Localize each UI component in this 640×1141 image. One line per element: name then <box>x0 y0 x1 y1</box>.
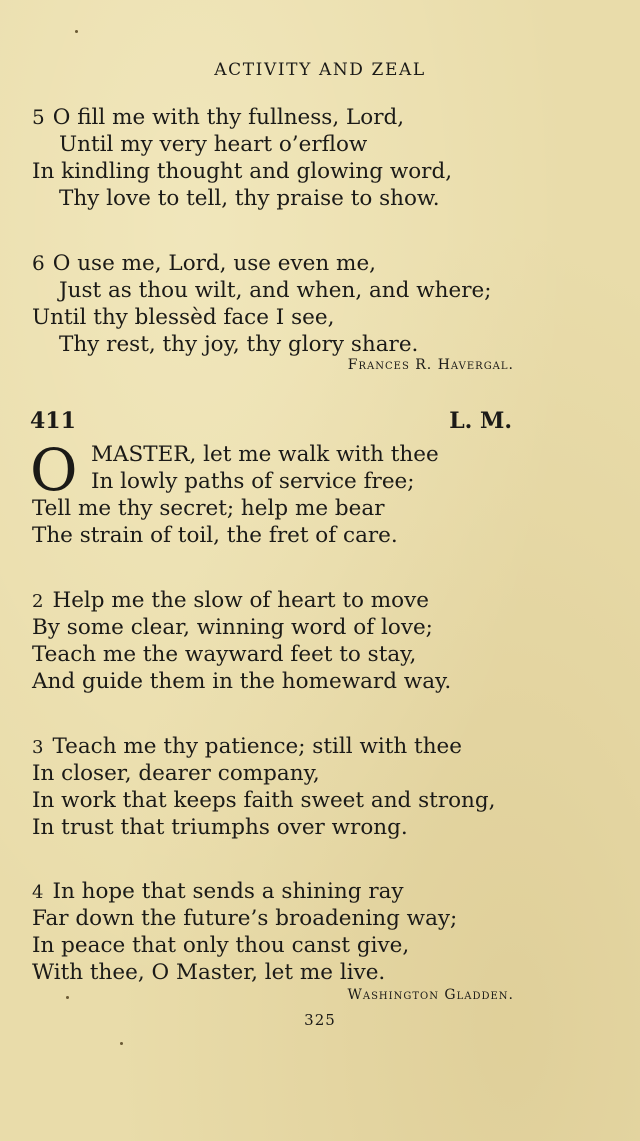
verse-line: Thy love to tell, thy praise to show. <box>59 186 440 211</box>
verse-line: And guide them in the homeward way. <box>32 669 452 694</box>
verse-line: In work that keeps faith sweet and strong, <box>32 788 496 813</box>
verse-line: In kindling thought and glowing word, <box>32 159 453 184</box>
verse-line: 3 Teach me thy patience; still with thee <box>32 734 462 759</box>
verse-line: In peace that only thou canst give, <box>32 933 410 958</box>
verse-line: Far down the future’s broadening way; <box>32 906 458 931</box>
verse-line: Tell me thy secret; help me bear <box>32 496 385 521</box>
verse-line: 5 O fill me with thy fullness, Lord, <box>32 105 405 130</box>
verse-line: 6 O use me, Lord, use even me, <box>32 251 377 276</box>
verse-line: The strain of toil, the fret of care. <box>32 523 398 548</box>
stanza-number: 5 <box>32 105 45 129</box>
verse-line: 4 In hope that sends a shining ray <box>32 879 404 904</box>
verse-line: Thy rest, thy joy, thy glory share. <box>59 332 419 357</box>
page-number: 325 <box>304 1011 336 1029</box>
verse-line: In lowly paths of service free; <box>91 469 415 494</box>
paper-speck <box>66 996 69 999</box>
paper-speck <box>75 30 78 33</box>
drop-cap: O <box>30 436 78 504</box>
hymn-meter: L. M. <box>449 408 512 434</box>
stanza-number: 2 <box>32 591 44 612</box>
hymn-author: Frances R. Havergal. <box>347 357 514 373</box>
verse-line: Until my very heart o’erflow <box>59 132 368 157</box>
verse-line: Just as thou wilt, and when, and where; <box>59 278 492 303</box>
page-header: ACTIVITY AND ZEAL <box>214 60 426 80</box>
stanza-number: 3 <box>32 737 44 758</box>
stanza-number: 4 <box>32 882 44 903</box>
paper-speck <box>120 1042 123 1045</box>
verse-line: Until thy blessèd face I see, <box>32 305 335 330</box>
stanza-number: 6 <box>32 251 45 275</box>
verse-line: In closer, dearer company, <box>32 761 320 786</box>
verse-line: In trust that triumphs over wrong. <box>32 815 408 840</box>
verse-line: 2 Help me the slow of heart to move <box>32 588 429 613</box>
verse-line: With thee, O Master, let me live. <box>32 960 386 985</box>
hymn-number: 411 <box>30 408 76 434</box>
verse-line: By some clear, winning word of love; <box>32 615 433 640</box>
verse-line: Teach me the wayward feet to stay, <box>32 642 417 667</box>
hymn-author: Washington Gladden. <box>347 987 514 1003</box>
verse-line: MASTER, let me walk with thee <box>91 442 439 467</box>
